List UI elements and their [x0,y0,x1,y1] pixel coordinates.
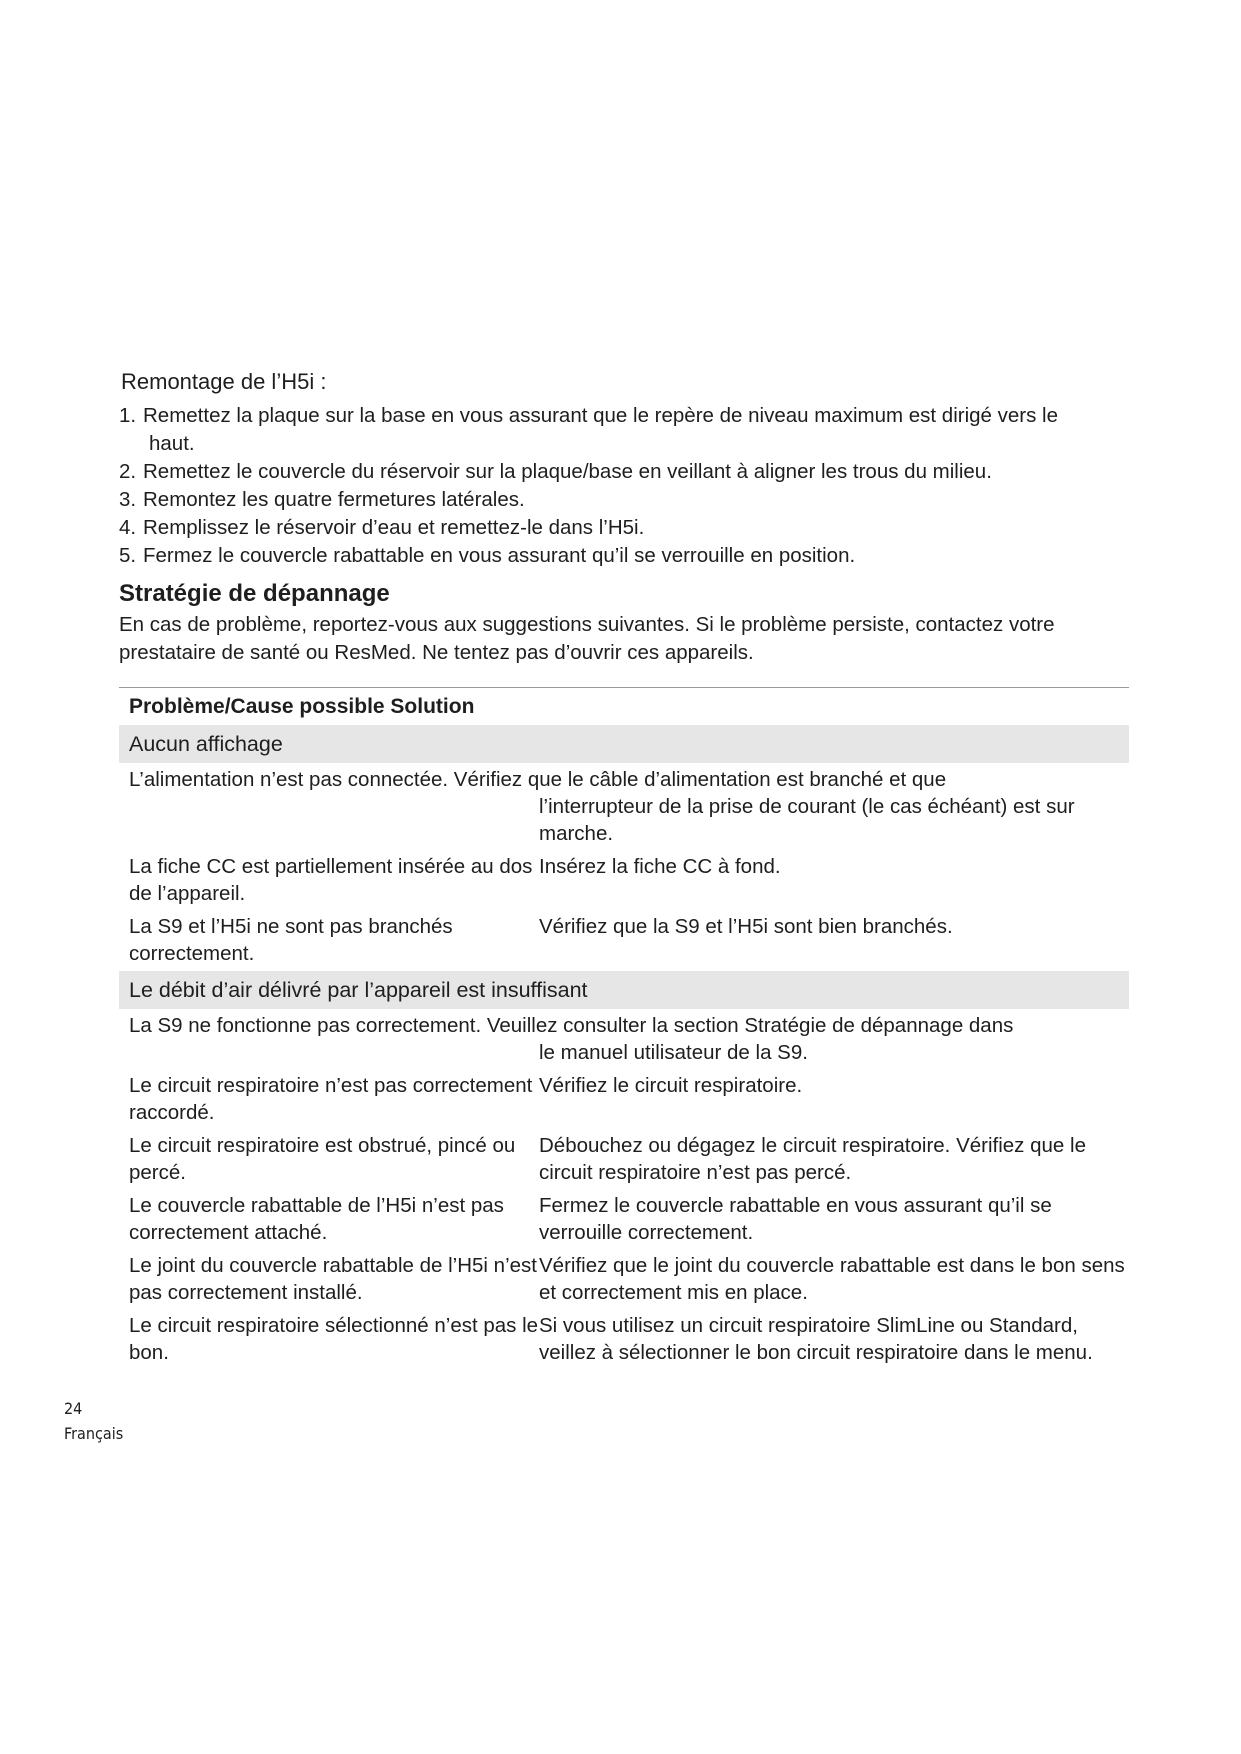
step-item [119,402,1129,458]
row-text: L’alimentation n’est pas connectée. Vérifiez que le câble d’alimentation est branché et que [129,768,947,791]
table-row [119,1129,1129,1189]
group-title: Le débit d’air délivré par l’appareil est insuffisant [119,971,1129,1009]
step-item [119,542,1129,570]
cause-cell: Le circuit respiratoire n’est pas correctement raccordé. [129,1074,533,1124]
troubleshooting-table [119,688,1129,1369]
cause-cell: La fiche CC est partiellement insérée au dos de l’appareil. [129,855,533,905]
solution-cell: Si vous utilisez un circuit respiratoire SlimLine ou Standard, veillez à sélectionner le bon circuit respiratoire dans le menu. [539,1314,1093,1364]
reassembly-title: Remontage de l’H5i : [121,369,327,394]
solution-cell: Vérifiez que le joint du couvercle rabattable est dans le bon sens et correctement mis en place. [539,1254,1125,1304]
cause-cell: Le circuit respiratoire sélectionné n’est pas le bon. [129,1314,539,1364]
step-item [119,458,1129,486]
step-text-continuation: haut. [149,432,195,455]
table-row [119,1069,1129,1129]
step-text: Remontez les quatre fermetures latérales. [143,488,525,511]
table-row [119,763,1129,850]
solution-cell: Débouchez ou dégagez le circuit respiratoire. Vérifiez que le circuit respiratoire n’est pas percé. [539,1134,1086,1184]
solution-cell: Vérifiez que la S9 et l’H5i sont bien branchés. [539,915,953,938]
solution-cell: Vérifiez le circuit respiratoire. [539,1074,803,1097]
solution-cell: Insérez la fiche CC à fond. [539,855,781,878]
row-text-continuation: le manuel utilisateur de la S9. [539,1041,808,1064]
step-number: 3. [119,488,137,511]
row-text: La S9 ne fonctionne pas correctement. Veuillez consulter la section Stratégie de dépannage dans [129,1014,1014,1037]
cause-cell: Le circuit respiratoire est obstrué, pincé ou percé. [129,1134,516,1184]
section-title: Stratégie de dépannage [119,580,390,607]
table-row [119,1249,1129,1309]
row-text-continuation: l’interrupteur de la prise de courant (le cas échéant) est sur marche. [539,795,1075,845]
page-footer [64,1396,123,1446]
step-number: 5. [119,544,137,567]
step-item [119,514,1129,542]
cause-cell: Le joint du couvercle rabattable de l’H5i n’est pas correctement installé. [129,1254,537,1304]
footer-language: Français [64,1424,124,1443]
step-text: Fermez le couvercle rabattable en vous assurant qu’il se verrouille en position. [143,544,856,567]
step-text: Remettez la plaque sur la base en vous assurant que le repère de niveau maximum est dirigé vers le [143,404,1059,427]
step-number: 4. [119,516,137,539]
table-row [119,1189,1129,1249]
page-number: 24 [64,1399,83,1418]
group-title: Aucun affichage [119,725,1129,763]
table-row [119,1309,1129,1369]
step-number: 2. [119,460,137,483]
step-number: 1. [119,404,137,427]
cause-cell: La S9 et l’H5i ne sont pas branchés correctement. [129,915,453,965]
table-row [119,850,1129,910]
table-row [119,910,1129,970]
table-header: Problème/Cause possible Solution [129,694,475,718]
reassembly-steps [119,402,1129,570]
table-row [119,1009,1129,1069]
intro-paragraph: En cas de problème, reportez-vous aux suggestions suivantes. Si le problème persiste, contactez votre prestataire de santé ou ResMed. Ne tentez pas d’ouvrir ces appareils. [119,613,1055,664]
step-text: Remettez le couvercle du réservoir sur la plaque/base en veillant à aligner les trous du milieu. [143,460,992,483]
cause-cell: Le couvercle rabattable de l’H5i n’est pas correctement attaché. [129,1194,504,1244]
solution-cell: Fermez le couvercle rabattable en vous assurant qu’il se verrouille correctement. [539,1194,1052,1244]
step-item [119,486,1129,514]
step-text: Remplissez le réservoir d’eau et remettez-le dans l’H5i. [143,516,645,539]
